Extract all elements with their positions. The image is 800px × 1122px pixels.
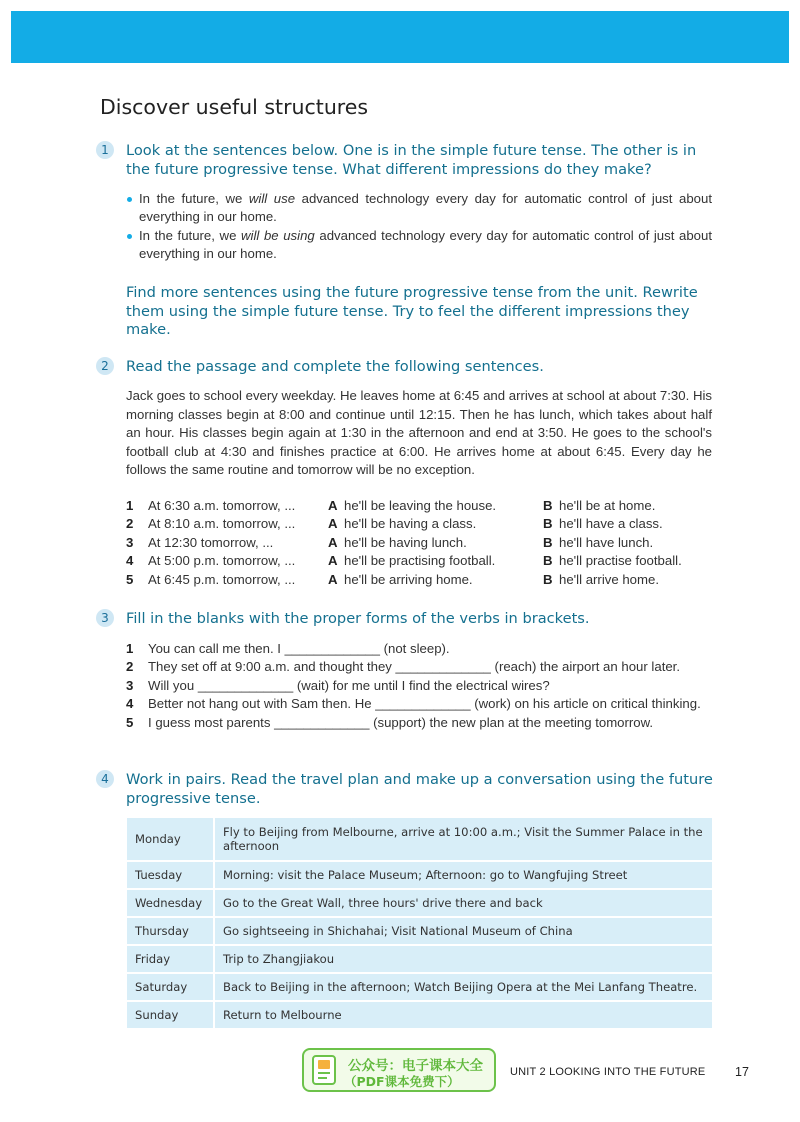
task-2-passage: Jack goes to school every weekday. He leaves home at 6:45 and arrives at school at about 7:30. His morning classes begin at 8:00 and continue until 12:15. Then he has lunch, which takes about half an hour. His classes begin again at 1:30 in the afternoon and end at 3:50. He goes to the school's football club at 4:30 and finishes practice at 6:00. He arrives home at about 6:45. Every day he follows the same routine and tomorrow will be no exception. [126, 388, 712, 478]
list-item: 4 Better not hang out with Sam then. He _____________ (work) on his article on critical thinking. [126, 696, 701, 712]
table-row: Sunday Return to Melbourne [127, 1002, 712, 1028]
task-1-instruction: Look at the sentences below. One is in the simple future tense. The other is in the future progressive tense. What different impressions do they make? [126, 142, 697, 178]
task-number-4: 4 [96, 770, 114, 788]
badge-text-line2: （PDF课本免费下） [344, 1074, 460, 1089]
badge-text-line1: 公众号：电子课本大全 [348, 1058, 483, 1074]
task-1 [96, 141, 716, 179]
task-number-1: 1 [96, 141, 114, 159]
task-3 [96, 609, 716, 628]
task-3-fill-list [126, 640, 712, 732]
footer-unit-label: UNIT 2 LOOKING INTO THE FUTURE [510, 1066, 706, 1078]
list-item: 4 At 5:00 p.m. tomorrow, ... A he'll be practising football. B he'll practise football. [126, 553, 682, 569]
task-3-instruction: Fill in the blanks with the proper forms of the verbs in brackets. [126, 610, 590, 627]
list-item: 1 You can call me then. I _____________ (not sleep). [126, 641, 450, 656]
table-row: Saturday Back to Beijing in the afternoon; Watch Beijing Opera at the Mei Lanfang Theatre. [127, 974, 712, 1000]
top-color-band [11, 11, 789, 63]
travel-plan-table [127, 816, 712, 1030]
wechat-badge [302, 1048, 496, 1092]
task-number-2: 2 [96, 357, 114, 375]
task-2-instruction: Read the passage and complete the following sentences. [126, 358, 544, 375]
task-4-instruction: Work in pairs. Read the travel plan and make up a conversation using the future progressive tense. [126, 771, 713, 807]
bullet-item: In the future, we will be using advanced technology every day for automatic control of just about everything in our home. [126, 227, 712, 264]
section-title: Discover useful structures [100, 95, 369, 119]
list-item: 5 At 6:45 p.m. tomorrow, ... A he'll be arriving home. B he'll arrive home. [126, 571, 660, 587]
list-item: 3 Will you _____________ (wait) for me until I find the electrical wires? [126, 677, 550, 693]
task-1-bullet-list [126, 190, 712, 263]
page-number: 17 [735, 1065, 749, 1079]
list-item: 3 At 12:30 tomorrow, ... A he'll be having lunch. B he'll have lunch. [126, 534, 654, 550]
task-number-3: 3 [96, 609, 114, 627]
book-icon [312, 1054, 338, 1086]
table-row: Tuesday Morning: visit the Palace Museum; Afternoon: go to Wangfujing Street [127, 862, 712, 888]
table-row: Wednesday Go to the Great Wall, three hours' drive there and back [127, 890, 712, 916]
bullet-item: In the future, we will use advanced technology every day for automatic control of just about everything in our home. [126, 190, 712, 227]
list-item: 1 At 6:30 a.m. tomorrow, ... A he'll be leaving the house. B he'll be at home. [126, 498, 656, 513]
task-4 [96, 770, 716, 808]
task-2-matching-list [126, 497, 712, 589]
list-item: 2 They set off at 9:00 a.m. and thought they _____________ (reach) the airport an hour later. [126, 659, 681, 675]
table-row: Thursday Go sightseeing in Shichahai; Visit National Museum of China [127, 918, 712, 944]
task-2 [96, 357, 716, 376]
table-row: Monday Fly to Beijing from Melbourne, arrive at 10:00 a.m.; Visit the Summer Palace in the afternoon [127, 818, 712, 860]
task-1-follow-up: Find more sentences using the future progressive tense from the unit. Rewrite them using the simple future tense. Try to feel the different impressions they make. [126, 284, 698, 338]
list-item: 5 I guess most parents _____________ (support) the new plan at the meeting tomorrow. [126, 714, 654, 730]
list-item: 2 At 8:10 a.m. tomorrow, ... A he'll be having a class. B he'll have a class. [126, 516, 663, 532]
table-row: Friday Trip to Zhangjiakou [127, 946, 712, 972]
